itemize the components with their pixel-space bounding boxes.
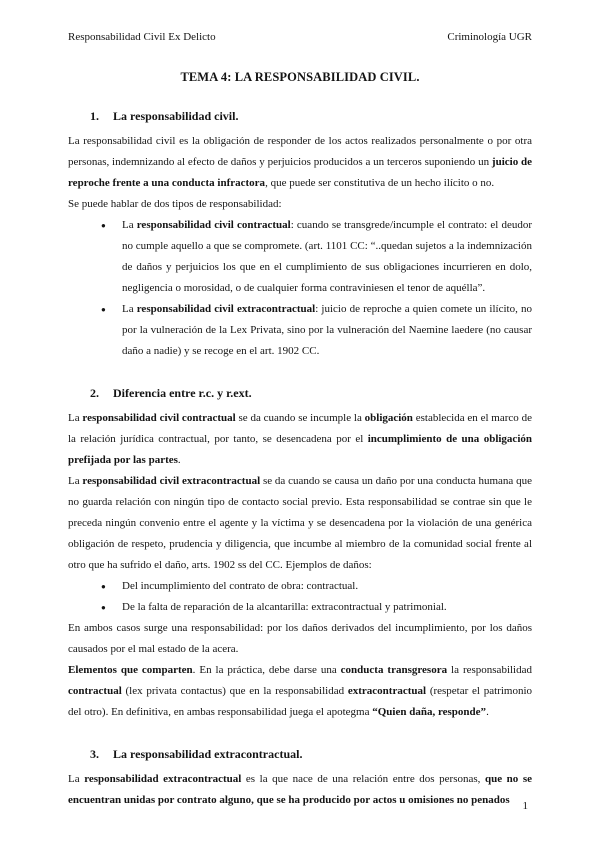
text-run: La xyxy=(68,475,83,487)
text-run: : juicio de reproche a quien comete un ilícito, no por la vulneración de la Lex Privata, sino por la vulneración del Naemine laedere (no causar daño a nadie) y se recoge en el art. 1902 CC. xyxy=(122,303,532,357)
paragraph xyxy=(68,408,532,471)
text-run-bold: que no se encuentran unidas por contrato alguno, que se ha producido por actos u omisiones no penados xyxy=(68,773,533,806)
bullet-text xyxy=(122,219,532,294)
text-run: De la falta de reparación de la alcantarilla: extracontractual y patrimonial. xyxy=(122,601,447,613)
paragraph xyxy=(68,660,532,723)
section-number: 1. xyxy=(90,109,99,123)
bullet-icon: ● xyxy=(101,603,106,612)
text-run-bold: responsabilidad extracontractual xyxy=(84,773,242,785)
section-title: Diferencia entre r.c. y r.ext. xyxy=(113,386,252,400)
text-run: es la que nace de una relación entre dos personas, xyxy=(241,773,485,785)
bullet-text xyxy=(122,303,532,357)
text-run: La responsabilidad civil es la obligación de responder de los actos realizados personalmente o por otra personas, indemnizando al efecto de daños y perjuicios producidos a un terceros suponiendo un xyxy=(68,135,532,168)
paragraph xyxy=(68,471,532,576)
bullet-text xyxy=(122,601,447,613)
text-run-bold: responsabilidad civil extracontractual xyxy=(136,303,316,315)
text-run: Se puede hablar de dos tipos de responsabilidad: xyxy=(68,198,282,210)
text-run: Del incumplimiento del contrato de obra: contractual. xyxy=(122,580,359,592)
text-run: . xyxy=(486,706,489,718)
text-run: La xyxy=(122,219,137,231)
bullet-list xyxy=(68,576,532,618)
section-title: La responsabilidad civil. xyxy=(113,109,239,123)
paragraph xyxy=(68,131,532,194)
text-run: La xyxy=(68,412,83,424)
text-run-bold: incumplimiento de una obligación prefijada por las partes xyxy=(68,433,532,466)
paragraph xyxy=(68,194,532,215)
text-run: . En la práctica, debe darse una xyxy=(192,664,341,676)
page-title: TEMA 4: LA RESPONSABILIDAD CIVIL. xyxy=(180,70,420,84)
document-header xyxy=(68,30,532,44)
bullet-item xyxy=(68,299,532,362)
text-run: se da cuando se incumple la xyxy=(235,412,365,424)
text-run: la responsabilidad xyxy=(447,664,532,676)
section-number: 3. xyxy=(90,747,99,761)
bullet-icon: ● xyxy=(101,221,106,230)
text-run: , que puede ser constitutiva de un hecho ilícito o no. xyxy=(265,177,495,189)
text-run-bold: extracontractual xyxy=(347,685,427,697)
text-run-bold: juicio de reproche frente a una conducta infractora xyxy=(68,156,533,189)
text-run-bold: obligación xyxy=(364,412,413,424)
text-run: (respetar el patrimonio del otro). En definitiva, en ambas responsabilidad juega el apotegma xyxy=(68,685,532,718)
section-heading xyxy=(68,746,532,762)
paragraph xyxy=(68,618,532,660)
text-run-bold: Elementos que comparten xyxy=(68,664,193,676)
text-run: La xyxy=(68,773,85,785)
text-run: : cuando se transgrede/incumple el contrato: el deudor no cumple aquello a que se compromete. (art. 1101 CC: “..quedan sujetos a la indemnización de daños y perjuicios los que en el cumplimiento de sus obligaciones incurrieren en dolo, negligencia o morosidad, o de cualquier forma contraviniesen el tenor de aquélla”. xyxy=(122,219,532,294)
bullet-text xyxy=(122,580,358,592)
text-run-bold: responsabilidad civil contractual xyxy=(136,219,291,231)
text-run: En ambos casos surge una responsabilidad: por los daños derivados del incumplimiento, por los daños causados por el mal estado de la acera. xyxy=(68,622,532,655)
header-right-text: Criminología UGR xyxy=(447,31,532,43)
section-number: 2. xyxy=(90,386,99,400)
paragraph xyxy=(68,769,532,811)
text-run-bold: conducta transgresora xyxy=(340,664,448,676)
bullet-item xyxy=(68,597,532,618)
text-run: se da cuando se causa un daño por una conducta humana que no guarda relación con ningún tipo de contacto social previo. Esta responsabilidad se contrae sin que le preceda ningún convenio entre el agente y la víctima y se desencadena por la violación de una genérica obligación de respeto, prudencia y diligencia, que incumbe al miembro de la comunidad social frente al otro que ha sufrido el daño, arts. 1902 ss del CC. Ejemplos de daños: xyxy=(68,475,532,571)
bullet-list xyxy=(68,215,532,362)
text-run-bold: responsabilidad civil extracontractual xyxy=(82,475,261,487)
text-run-bold: “Quien daña, responde” xyxy=(372,706,487,718)
bullet-item xyxy=(68,576,532,597)
document-body xyxy=(68,108,532,811)
text-run: . xyxy=(177,454,181,466)
bullet-icon: ● xyxy=(101,582,106,591)
text-run-bold: contractual xyxy=(68,685,122,697)
header-left-text: Responsabilidad Civil Ex Delicto xyxy=(68,31,216,43)
bullet-icon: ● xyxy=(101,305,106,314)
section-title: La responsabilidad extracontractual. xyxy=(113,747,303,761)
text-run: La xyxy=(122,303,137,315)
text-run: (lex privata contactus) que en la responsabilidad xyxy=(121,685,348,697)
text-run: establecida en el marco de la relación jurídica contractual, por tanto, se desencadena por el xyxy=(68,412,532,445)
section-heading xyxy=(68,385,532,401)
bullet-item xyxy=(68,215,532,299)
text-run-bold: responsabilidad civil contractual xyxy=(82,412,236,424)
section-heading xyxy=(68,108,532,124)
page-number: 1 xyxy=(522,800,528,812)
